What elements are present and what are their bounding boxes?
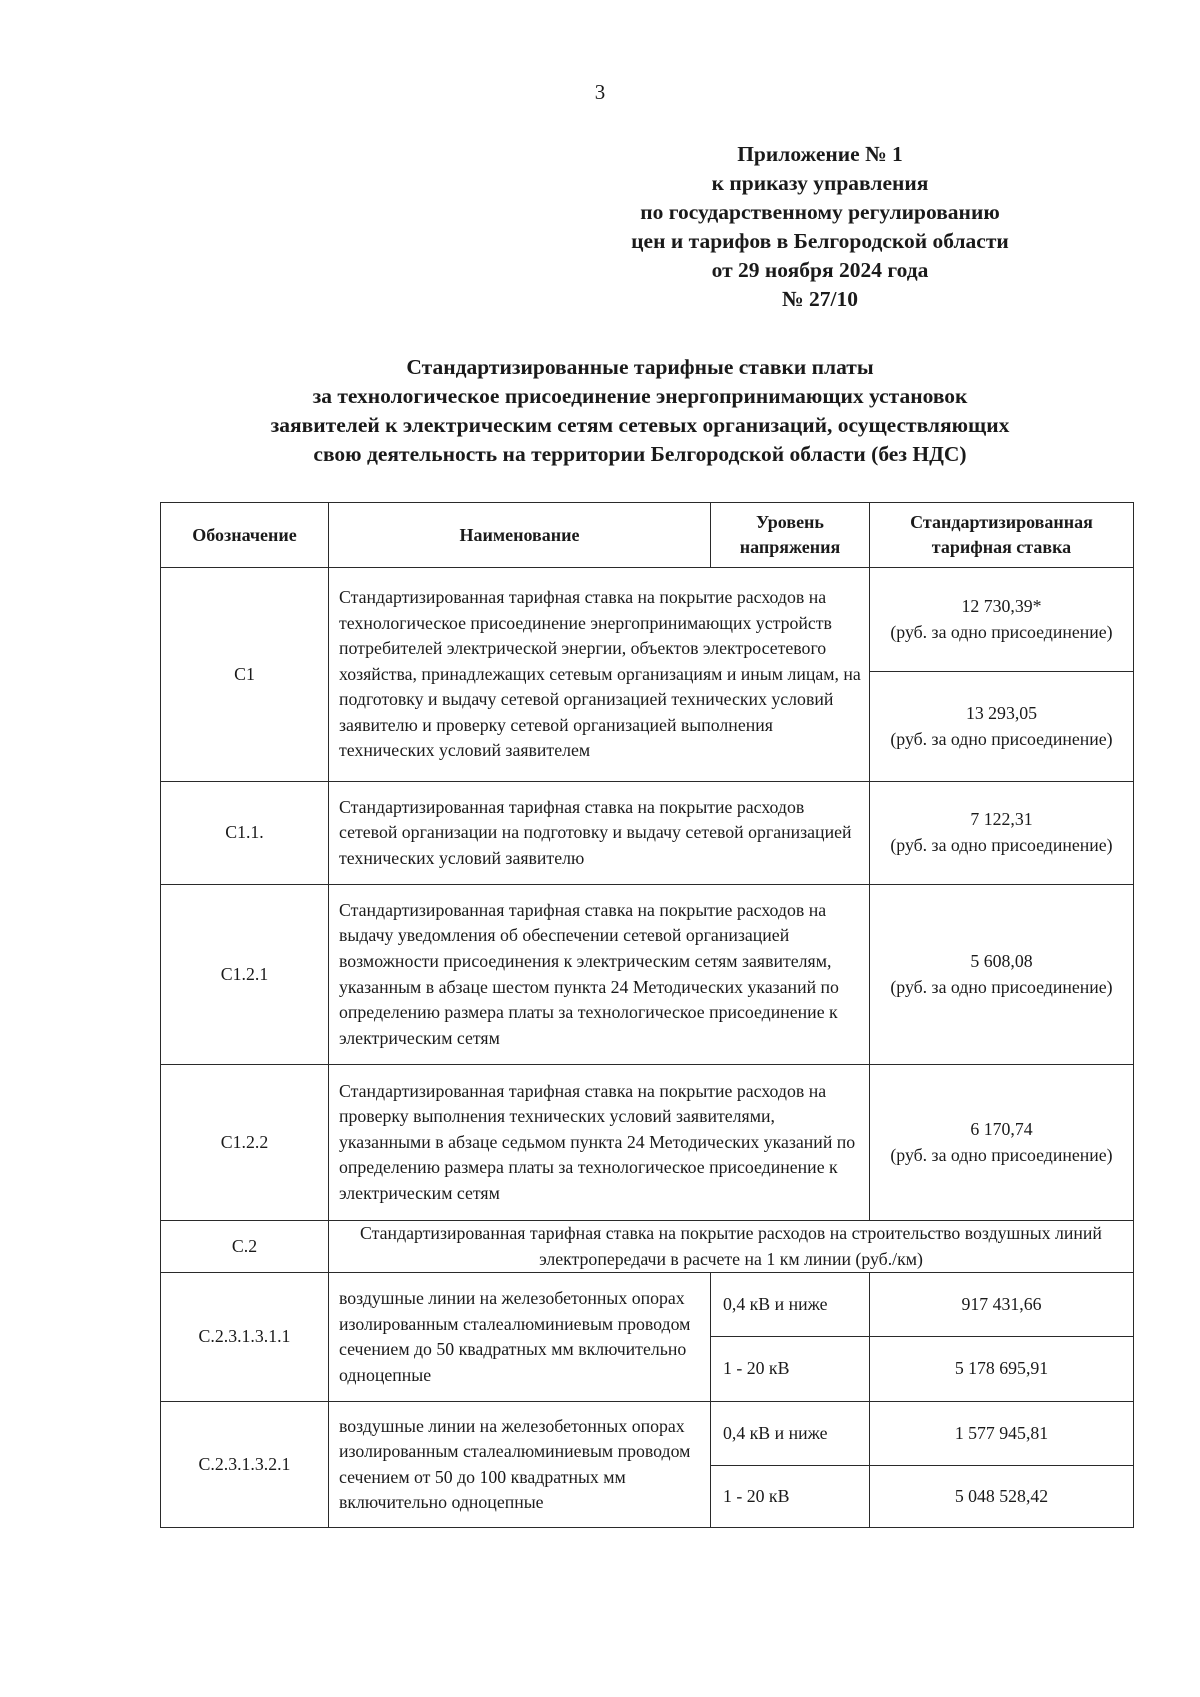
appendix-line: цен и тарифов в Белгородской области (631, 229, 1009, 253)
row-name: Стандартизированная тарифная ставка на покрытие расходов на проверку выполнения технических условий заявителями, указанными в абзаце седьмом пункта 24 Методических указаний по определению размера платы за технологическое присоединение к электрическим сетям (329, 1065, 870, 1221)
row-code: С.2.3.1.3.2.1 (161, 1402, 329, 1528)
appendix-line: от 29 ноября 2024 года (711, 258, 929, 282)
title-line: свою деятельность на территории Белгородской области (без НДС) (313, 442, 967, 466)
table-header-row (161, 503, 1134, 568)
row-code: С1.2.1 (161, 885, 329, 1065)
rate-value: 7 122,31 (970, 809, 1033, 830)
voltage-cell: 1 - 20 кВ (711, 1337, 870, 1402)
rate-cell (870, 885, 1134, 1065)
table-row (161, 1221, 1134, 1273)
table-row (161, 782, 1134, 885)
appendix-line: Приложение № 1 (737, 142, 903, 166)
voltage-cell: 0,4 кВ и ниже (711, 1402, 870, 1466)
row-name: Стандартизированная тарифная ставка на покрытие расходов на выдачу уведомления об обеспечении сетевой организацией возможности присоединения к электрическим сетям заявителям, указанным в абзаце шестом пункта 24 Методических указаний по определению размера платы за технологическое присоединение к электрическим сетям (329, 885, 870, 1065)
header-rate: Стандартизированная тарифная ставка (870, 503, 1134, 568)
row-code: С1.2.2 (161, 1065, 329, 1221)
table-row (161, 568, 1134, 672)
voltage-cell: 0,4 кВ и ниже (711, 1273, 870, 1337)
rate-unit: (руб. за одно присоединение) (890, 728, 1113, 749)
document-title (110, 353, 1170, 469)
rate-value: 917 431,66 (870, 1273, 1134, 1337)
header-voltage: Уровень напряжения (711, 503, 870, 568)
rate-unit: (руб. за одно присоединение) (890, 1144, 1113, 1165)
rate-unit: (руб. за одно присоединение) (890, 976, 1113, 997)
rate-cell (870, 1065, 1134, 1221)
rate-value: 6 170,74 (970, 1118, 1033, 1139)
rate-cell (870, 568, 1134, 672)
appendix-line: по государственному регулированию (640, 200, 1000, 224)
rate-value: 12 730,39* (961, 595, 1042, 616)
rate-cell (870, 782, 1134, 885)
title-line: Стандартизированные тарифные ставки платы (406, 355, 874, 379)
appendix-header (540, 140, 1100, 314)
rate-value: 13 293,05 (965, 702, 1038, 723)
header-code: Обозначение (161, 503, 329, 568)
table-row (161, 1402, 1134, 1466)
title-line: за технологическое присоединение энергопринимающих установок (312, 384, 968, 408)
row-name: Стандартизированная тарифная ставка на покрытие расходов на строительство воздушных линий электропередачи в расчете на 1 км линии (руб./км) (329, 1221, 1134, 1273)
appendix-line: к приказу управления (711, 171, 929, 195)
row-code: С.2.3.1.3.1.1 (161, 1273, 329, 1402)
rate-value: 5 178 695,91 (870, 1337, 1134, 1402)
rate-value: 1 577 945,81 (870, 1402, 1134, 1466)
row-code: С1.1. (161, 782, 329, 885)
tariff-table (160, 502, 1134, 1528)
voltage-cell: 1 - 20 кВ (711, 1466, 870, 1528)
row-name: воздушные линии на железобетонных опорах изолированным сталеалюминиевым проводом сечением от 50 до 100 квадратных мм включительно одноцепные (329, 1402, 711, 1528)
rate-unit: (руб. за одно присоединение) (890, 835, 1113, 855)
page-number: 3 (594, 80, 606, 104)
title-line: заявителей к электрическим сетям сетевых организаций, осуществляющих (270, 413, 1010, 437)
table-row (161, 1273, 1134, 1337)
row-name: Стандартизированная тарифная ставка на покрытие расходов сетевой организации на подготовку и выдачу сетевой организацией технических условий заявителю (329, 782, 870, 885)
row-name: Стандартизированная тарифная ставка на покрытие расходов на технологическое присоединение энергопринимающих устройств потребителей электрической энергии, объектов электросетевого хозяйства, принадлежащих сетевым организациям и иным лицам, на подготовку и выдачу сетевой организацией технических условий заявителю и проверку сетевой организацией выполнения технических условий заявителем (329, 568, 870, 782)
rate-cell (870, 672, 1134, 782)
row-code: С1 (161, 568, 329, 782)
rate-value: 5 048 528,42 (870, 1466, 1134, 1528)
header-name: Наименование (329, 503, 711, 568)
row-name: воздушные линии на железобетонных опорах изолированным сталеалюминиевым проводом сечением до 50 квадратных мм включительно одноцепные (329, 1273, 711, 1402)
rate-unit: (руб. за одно присоединение) (890, 621, 1113, 642)
rate-value: 5 608,08 (970, 950, 1033, 971)
appendix-line: № 27/10 (782, 287, 858, 311)
row-code: С.2 (161, 1221, 329, 1273)
table-row (161, 885, 1134, 1065)
table-row (161, 1065, 1134, 1221)
